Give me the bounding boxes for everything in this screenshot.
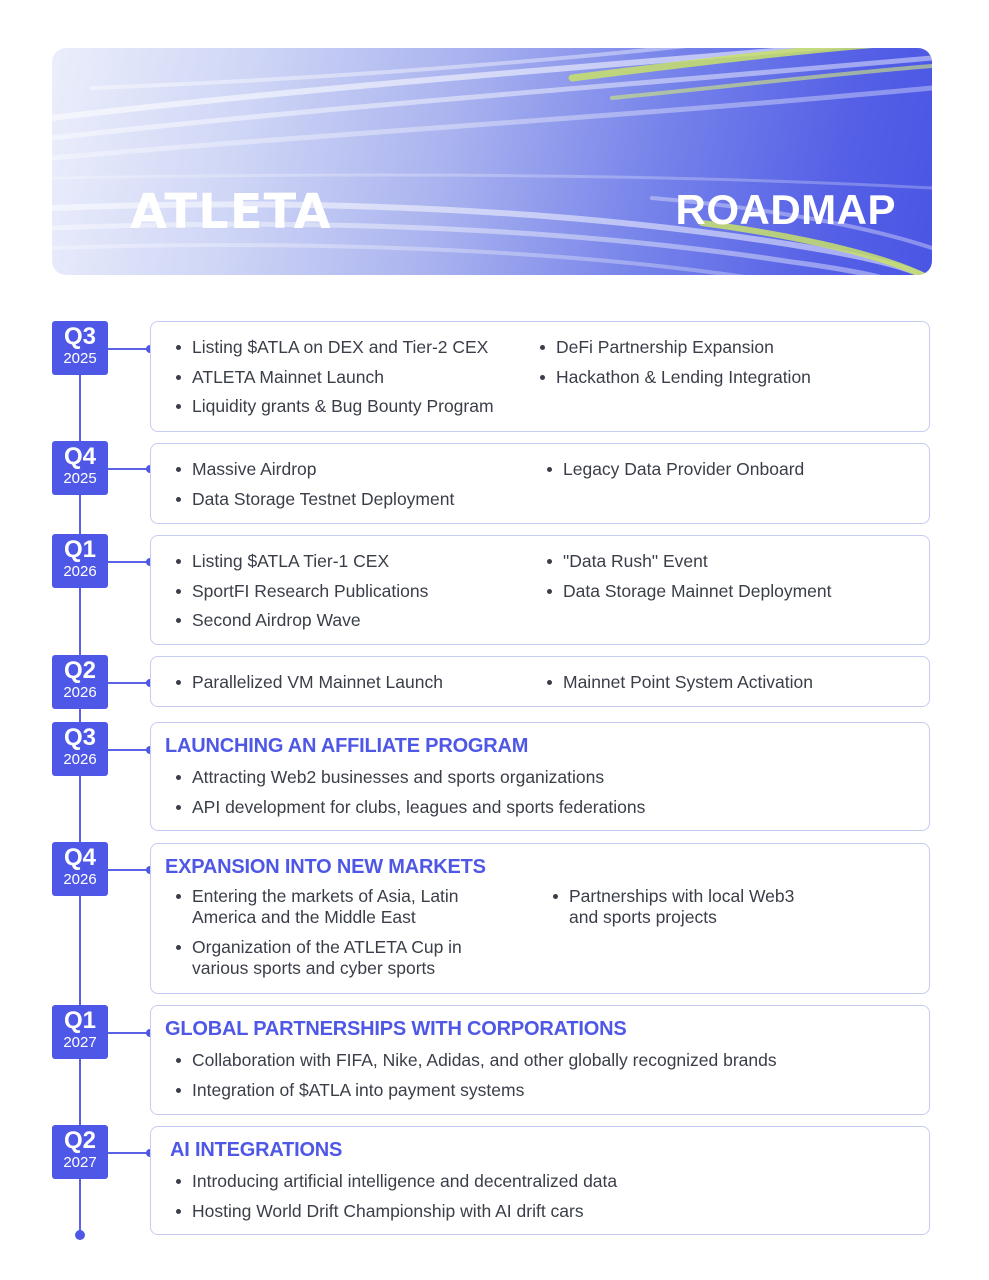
milestone-item: Hosting World Drift Championship with AI drift cars <box>175 1201 795 1222</box>
milestone-item: Mainnet Point System Activation <box>546 672 906 693</box>
quarter-badge <box>52 842 108 896</box>
quarter-badge <box>52 321 108 375</box>
milestone-card <box>150 656 930 707</box>
page-title: ROADMAP <box>675 186 896 233</box>
milestone-item: Hackathon & Lending Integration <box>539 367 899 388</box>
milestone-item: Partnerships with local Web3 and sports projects <box>552 886 802 928</box>
quarter-label: Q2 <box>63 1127 96 1154</box>
quarter-label: Q1 <box>63 1007 96 1034</box>
milestone-list-right <box>546 551 906 610</box>
quarter-label: Q1 <box>63 536 96 563</box>
milestone-card <box>150 321 930 432</box>
milestone-list-left <box>175 767 795 826</box>
milestone-item: Massive Airdrop <box>175 459 795 480</box>
milestone-item: Listing $ATLA Tier-1 CEX <box>175 551 795 572</box>
wave-decoration <box>52 48 932 275</box>
year-label: 2025 <box>63 350 97 367</box>
milestone-item: Organization of the ATLETA Cup in various sports and cyber sports <box>175 937 480 979</box>
milestone-item: Introducing artificial intelligence and decentralized data <box>175 1171 795 1192</box>
milestone-title: AI INTEGRATIONS <box>170 1139 343 1161</box>
milestone-title: LAUNCHING AN AFFILIATE PROGRAM <box>165 735 529 757</box>
year-label: 2027 <box>63 1034 97 1051</box>
milestone-item: Entering the markets of Asia, Latin America and the Middle East <box>175 886 480 928</box>
quarter-badge <box>52 441 108 495</box>
timeline-connector <box>108 468 150 470</box>
header-banner <box>52 48 932 275</box>
quarter-label: Q4 <box>63 844 96 871</box>
milestone-list-right <box>546 459 906 489</box>
milestone-item: ATLETA Mainnet Launch <box>175 367 795 388</box>
milestone-item: Collaboration with FIFA, Nike, Adidas, and other globally recognized brands <box>175 1050 795 1071</box>
milestone-list-right <box>546 672 906 702</box>
milestone-list-right <box>552 886 802 937</box>
milestone-title: GLOBAL PARTNERSHIPS WITH CORPORATIONS <box>165 1018 627 1040</box>
milestone-item: SportFI Research Publications <box>175 581 795 602</box>
milestone-item: Data Storage Mainnet Deployment <box>546 581 906 602</box>
milestone-item: API development for clubs, leagues and sports federations <box>175 797 795 818</box>
year-label: 2025 <box>63 470 97 487</box>
milestone-item: "Data Rush" Event <box>546 551 906 572</box>
year-label: 2026 <box>63 751 97 768</box>
quarter-badge <box>52 722 108 776</box>
timeline-connector <box>108 348 150 350</box>
milestone-list-left <box>175 886 480 987</box>
milestone-item: Data Storage Testnet Deployment <box>175 489 795 510</box>
milestone-list-right <box>539 337 899 396</box>
quarter-badge <box>52 655 108 709</box>
milestone-item: Attracting Web2 businesses and sports organizations <box>175 767 795 788</box>
milestone-card <box>150 843 930 994</box>
timeline-connector <box>108 1032 150 1034</box>
milestone-list-left <box>175 1171 795 1230</box>
milestone-card <box>150 722 930 831</box>
year-label: 2026 <box>63 684 97 701</box>
timeline-connector <box>108 749 150 751</box>
timeline-connector <box>108 1152 150 1154</box>
atleta-logo: ATLETA <box>130 184 332 240</box>
quarter-label: Q3 <box>63 724 96 751</box>
milestone-item: DeFi Partnership Expansion <box>539 337 899 358</box>
quarter-badge <box>52 534 108 588</box>
timeline-end-dot <box>75 1230 85 1240</box>
timeline-connector <box>108 682 150 684</box>
milestone-item: Listing $ATLA on DEX and Tier-2 CEX <box>175 337 795 358</box>
milestone-card <box>150 443 930 524</box>
milestone-list-left <box>175 1050 795 1109</box>
milestone-item: Liquidity grants & Bug Bounty Program <box>175 396 795 417</box>
quarter-label: Q2 <box>63 657 96 684</box>
milestone-card <box>150 1126 930 1235</box>
milestone-card <box>150 1005 930 1115</box>
milestone-item: Legacy Data Provider Onboard <box>546 459 906 480</box>
year-label: 2027 <box>63 1154 97 1171</box>
milestone-item: Second Airdrop Wave <box>175 610 795 631</box>
milestone-item: Integration of $ATLA into payment systems <box>175 1080 795 1101</box>
year-label: 2026 <box>63 563 97 580</box>
milestone-item: Parallelized VM Mainnet Launch <box>175 672 795 693</box>
quarter-badge <box>52 1005 108 1059</box>
quarter-badge <box>52 1125 108 1179</box>
timeline-connector <box>108 561 150 563</box>
timeline-connector <box>108 869 150 871</box>
milestone-title: EXPANSION INTO NEW MARKETS <box>165 856 486 878</box>
milestone-card <box>150 535 930 645</box>
quarter-label: Q3 <box>63 323 96 350</box>
year-label: 2026 <box>63 871 97 888</box>
quarter-label: Q4 <box>63 443 96 470</box>
